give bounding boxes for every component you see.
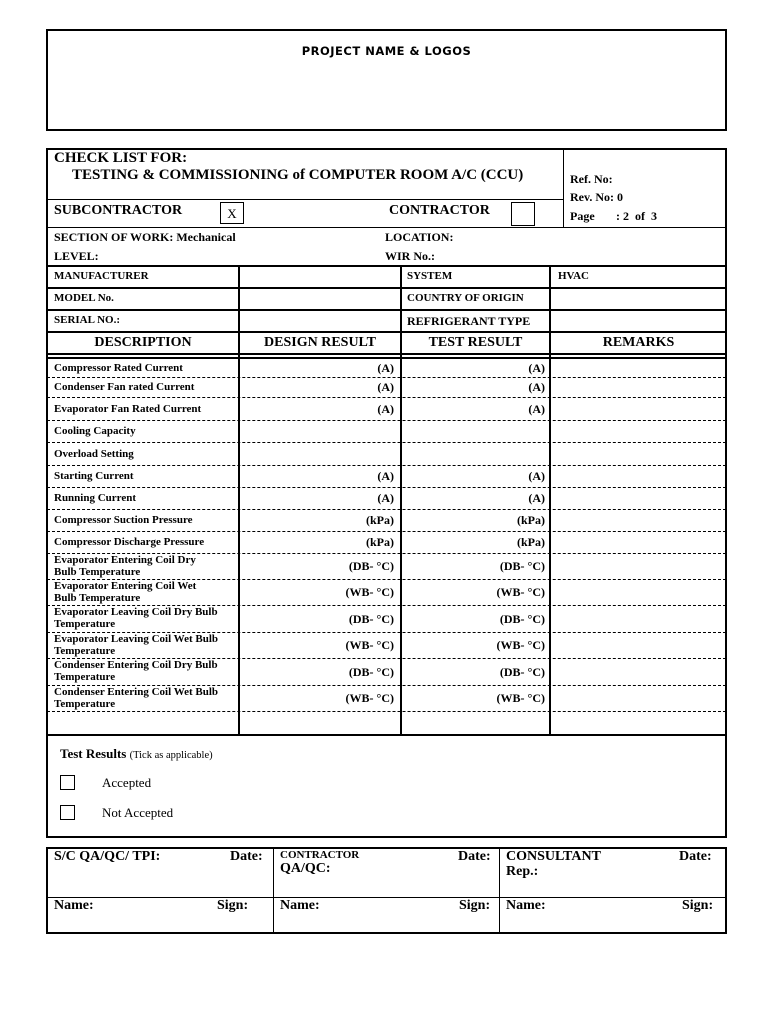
row-separator — [47, 509, 726, 510]
sc-name-label: Name: — [54, 898, 94, 913]
col-header-remarks: REMARKS — [602, 335, 675, 350]
row-description — [54, 362, 236, 374]
test-results-note: (Tick as applicable) — [129, 750, 213, 761]
row-design-unit: (DB- °C) — [348, 612, 394, 626]
rev-no: Rev. No: 0 — [570, 190, 623, 204]
test-results-title: Test Results — [60, 746, 127, 761]
checklist-title: CHECK LIST FOR: — [54, 150, 188, 166]
test-results-label — [60, 746, 213, 762]
row-description-line: Compressor Rated Current — [54, 362, 183, 374]
col-header-description: DESCRIPTION — [94, 335, 192, 350]
row-description-line-2: Temperature — [54, 618, 116, 630]
row-description — [54, 536, 236, 548]
row-separator — [47, 377, 726, 378]
accepted-label: Accepted — [102, 775, 152, 790]
row-description-line: Evaporator Entering Coil Dry — [54, 554, 196, 566]
col-header-design-result: DESIGN RESULT — [264, 335, 376, 350]
row-description-line: Compressor Suction Pressure — [54, 514, 193, 526]
row-test-unit: (DB- °C) — [499, 559, 545, 573]
row-description-line: Compressor Discharge Pressure — [54, 536, 205, 548]
row-test-unit: (kPa) — [517, 535, 545, 549]
row-test-unit: (A) — [528, 491, 545, 505]
consultant-rep-label: Rep.: — [506, 864, 539, 879]
row-description-line-2: Bulb Temperature — [54, 566, 141, 578]
row-test-unit: (kPa) — [517, 513, 545, 527]
row-description-line: Running Current — [54, 492, 137, 504]
row-description-line: Condenser Fan rated Current — [54, 381, 195, 393]
ref-no: Ref. No: — [570, 172, 613, 186]
col-header-test-result: TEST RESULT — [428, 335, 523, 350]
sc-qa-qc-tpi-label: S/C QA/QC/ TPI: — [54, 849, 161, 864]
row-separator — [47, 487, 726, 488]
contractor-qa-qc-label: QA/QC: — [280, 861, 331, 876]
subcontractor-label: SUBCONTRACTOR — [54, 203, 183, 218]
row-design-unit: (WB- °C) — [345, 691, 394, 705]
contractor-signoff-label: CONTRACTOR — [280, 849, 360, 861]
row-description — [54, 403, 236, 415]
row-description-line-2: Temperature — [54, 698, 116, 710]
row-description — [54, 686, 236, 710]
row-test-unit: (WB- °C) — [496, 638, 545, 652]
row-description-line: Evaporator Fan Rated Current — [54, 403, 202, 415]
not-accepted-label: Not Accepted — [102, 805, 174, 820]
row-test-unit: (A) — [528, 361, 545, 375]
row-test-unit: (WB- °C) — [496, 691, 545, 705]
contractor-date-label: Date: — [458, 849, 491, 864]
project-header-box — [46, 29, 727, 131]
page-number: : 2 of 3 — [616, 209, 657, 223]
contractor-sign-label: Sign: — [459, 898, 491, 913]
row-design-unit: (A) — [377, 491, 394, 505]
row-design-unit: (kPa) — [366, 513, 394, 527]
row-description — [54, 580, 236, 604]
sc-date-label: Date: — [230, 849, 263, 864]
consultant-label: CONSULTANT — [506, 849, 601, 864]
subcontractor-checkbox[interactable] — [220, 202, 244, 224]
manufacturer-label: MANUFACTURER — [54, 270, 149, 282]
row-separator — [47, 442, 726, 443]
row-design-unit: (DB- °C) — [348, 665, 394, 679]
wir-number-label: WIR No.: — [385, 249, 435, 263]
row-description — [54, 606, 236, 630]
row-design-unit: (WB- °C) — [345, 638, 394, 652]
contractor-label: CONTRACTOR — [389, 203, 490, 218]
row-description-line: Starting Current — [54, 470, 134, 482]
row-test-unit: (DB- °C) — [499, 612, 545, 626]
row-test-unit: (A) — [528, 402, 545, 416]
row-separator — [47, 531, 726, 532]
row-design-unit: (kPa) — [366, 535, 394, 549]
consultant-date-label: Date: — [679, 849, 712, 864]
row-separator — [47, 397, 726, 398]
row-design-unit: (A) — [377, 361, 394, 375]
row-description-line: Overload Setting — [54, 448, 134, 460]
row-description — [54, 425, 236, 437]
row-description-line: Evaporator Leaving Coil Dry Bulb — [54, 606, 218, 618]
accepted-checkbox[interactable] — [60, 775, 75, 790]
section-of-work: SECTION OF WORK: Mechanical — [54, 230, 236, 244]
row-separator — [47, 420, 726, 421]
country-of-origin-label: COUNTRY OF ORIGIN — [407, 292, 524, 304]
row-description — [54, 659, 236, 683]
row-test-unit: (DB- °C) — [499, 665, 545, 679]
row-description — [54, 554, 236, 578]
row-design-unit: (A) — [377, 469, 394, 483]
level-label: LEVEL: — [54, 249, 99, 263]
row-description — [54, 514, 236, 526]
row-description-line: Evaporator Leaving Coil Wet Bulb — [54, 633, 219, 645]
system-value: HVAC — [558, 270, 589, 282]
sc-sign-label: Sign: — [217, 898, 249, 913]
refrigerant-type-label: REFRIGERANT TYPE — [407, 314, 531, 328]
not-accepted-checkbox[interactable] — [60, 805, 75, 820]
project-name-logos: PROJECT NAME & LOGOS — [301, 44, 472, 58]
contractor-name-label: Name: — [280, 898, 320, 913]
row-separator — [47, 711, 726, 712]
row-description-line-2: Bulb Temperature — [54, 592, 141, 604]
row-design-unit: (A) — [377, 402, 394, 416]
location-label: LOCATION: — [385, 230, 454, 244]
row-test-unit: (WB- °C) — [496, 585, 545, 599]
row-description — [54, 381, 236, 393]
serial-label: SERIAL NO.: — [54, 314, 121, 326]
row-separator — [47, 465, 726, 466]
row-description-line: Condenser Entering Coil Wet Bulb — [54, 686, 219, 698]
row-test-unit: (A) — [528, 469, 545, 483]
system-label: SYSTEM — [407, 270, 453, 282]
contractor-checkbox[interactable] — [511, 202, 535, 226]
row-description — [54, 448, 236, 460]
subcontractor-check-mark: X — [227, 206, 237, 221]
page-label: Page — [570, 209, 595, 223]
row-design-unit: (DB- °C) — [348, 559, 394, 573]
row-description — [54, 470, 236, 482]
checklist-subject: TESTING & COMMISSIONING of COMPUTER ROOM A/C (CCU) — [72, 167, 524, 183]
row-design-unit: (A) — [377, 380, 394, 394]
row-description-line: Cooling Capacity — [54, 425, 136, 437]
row-description — [54, 633, 236, 657]
row-description-line: Evaporator Entering Coil Wet — [54, 580, 197, 592]
row-description — [54, 492, 236, 504]
consultant-sign-label: Sign: — [682, 898, 714, 913]
row-description-line-2: Temperature — [54, 671, 116, 683]
row-test-unit: (A) — [528, 380, 545, 394]
row-description-line: Condenser Entering Coil Dry Bulb — [54, 659, 218, 671]
row-description-line-2: Temperature — [54, 645, 116, 657]
row-design-unit: (WB- °C) — [345, 585, 394, 599]
model-label: MODEL No. — [54, 292, 114, 304]
consultant-name-label: Name: — [506, 898, 546, 913]
